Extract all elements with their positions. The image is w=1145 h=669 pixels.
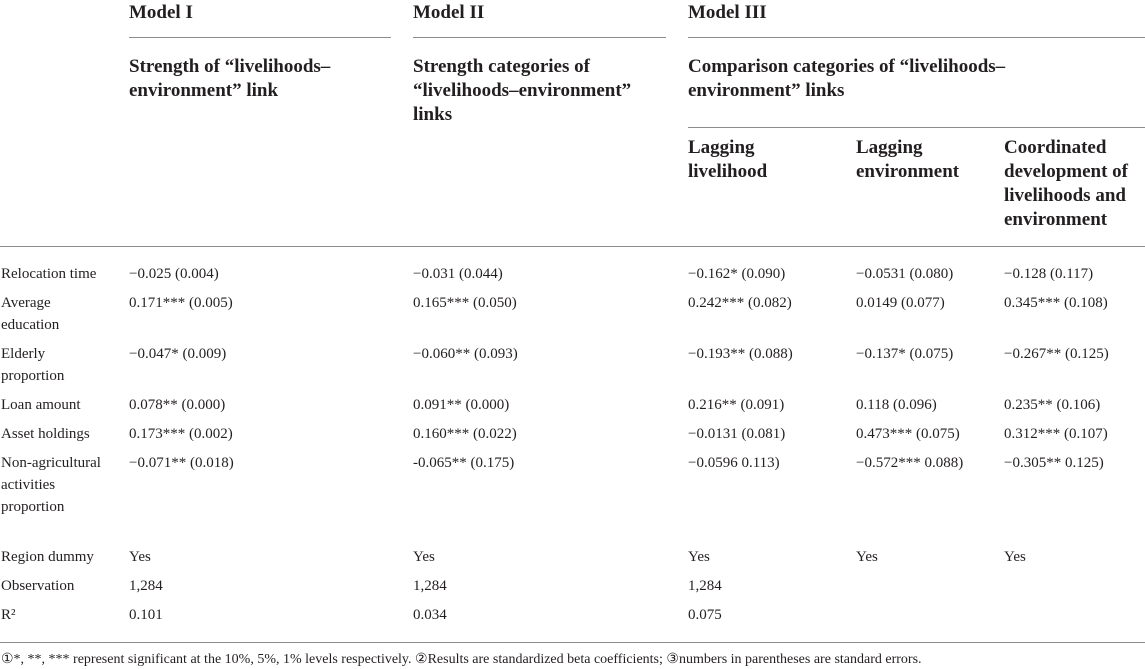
table-cell: 0.034: [413, 607, 447, 623]
model-1-rule: [129, 37, 391, 38]
table-cell: 0.0149 (0.077): [856, 295, 945, 311]
table-cell: 0.101: [129, 607, 163, 623]
sub-col-lagging-environment: Lagging environment: [856, 137, 960, 182]
table-cell: −0.047* (0.009): [129, 346, 227, 362]
model-3-rule: [688, 37, 1145, 38]
table-cell: 0.160*** (0.022): [413, 426, 517, 442]
row-label: R²: [1, 607, 16, 623]
model-3-sub-rule: [688, 127, 1145, 128]
table-cell: −0.162* (0.090): [688, 266, 786, 282]
model-2-dependent-var: Strength categories of “livelihoods–environment” links: [413, 56, 632, 125]
row-label: Asset holdings: [1, 426, 90, 442]
model-2-title: Model II: [413, 2, 485, 23]
model-2-rule: [413, 37, 666, 38]
table-cell: −0.025 (0.004): [129, 266, 219, 282]
table-cell: −0.128 (0.117): [1004, 266, 1094, 282]
table-cell: 0.473*** (0.075): [856, 426, 960, 442]
table-cell: 1,284: [688, 578, 722, 594]
row-label: Loan amount: [1, 397, 81, 413]
table-cell: −0.572*** 0.088): [856, 455, 964, 471]
table-cell: 0.235** (0.106): [1004, 397, 1101, 413]
table-cell: 0.171*** (0.005): [129, 295, 233, 311]
row-label: Relocation time: [1, 266, 97, 282]
table-cell: 0.173*** (0.002): [129, 426, 233, 442]
footnote: ①*, **, *** represent significant at the 10%, 5%, 1% levels respectively. ②Results are standardized beta coefficients; ③numbers in parentheses are standard errors.: [1, 652, 922, 667]
sub-col-coordinated-development: Coordinated development of livelihoods and environment: [1004, 137, 1129, 230]
model-1-dependent-var: Strength of “livelihoods–environment” link: [129, 56, 331, 101]
table-cell: 0.078** (0.000): [129, 397, 226, 413]
table-cell: 1,284: [129, 578, 163, 594]
table-cell: −0.060** (0.093): [413, 346, 518, 362]
table-cell: 0.345*** (0.108): [1004, 295, 1108, 311]
table-cell: Yes: [688, 549, 710, 565]
table-cell: −0.031 (0.044): [413, 266, 503, 282]
row-label: Region dummy: [1, 549, 94, 565]
table-cell: Yes: [856, 549, 878, 565]
table-cell: 1,284: [413, 578, 447, 594]
model-1-title: Model I: [129, 2, 193, 23]
table-cell: 0.312*** (0.107): [1004, 426, 1108, 442]
model-3-title: Model III: [688, 2, 767, 23]
table-cell: −0.0596 0.113): [688, 455, 780, 471]
table-cell: −0.305** 0.125): [1004, 455, 1104, 471]
table-cell: 0.075: [688, 607, 722, 623]
table-bottom-rule: [0, 642, 1145, 643]
table-cell: −0.267** (0.125): [1004, 346, 1109, 362]
table-cell: 0.242*** (0.082): [688, 295, 792, 311]
header-bottom-rule: [0, 246, 1145, 247]
table-cell: Yes: [1004, 549, 1026, 565]
table-cell: 0.091** (0.000): [413, 397, 510, 413]
table-cell: -0.065** (0.175): [413, 455, 515, 471]
table-cell: 0.216** (0.091): [688, 397, 785, 413]
table-cell: 0.165*** (0.050): [413, 295, 517, 311]
table-cell: −0.137* (0.075): [856, 346, 954, 362]
table-cell: −0.071** (0.018): [129, 455, 234, 471]
table-cell: 0.118 (0.096): [856, 397, 937, 413]
table-cell: −0.0131 (0.081): [688, 426, 786, 442]
table-cell: −0.193** (0.088): [688, 346, 793, 362]
row-label: Observation: [1, 578, 75, 594]
table-cell: −0.0531 (0.080): [856, 266, 954, 282]
sub-col-lagging-livelihood: Lagging livelihood: [688, 137, 768, 182]
model-3-dependent-var: Comparison categories of “livelihoods–environment” links: [688, 56, 1006, 101]
row-label: Average education: [1, 295, 60, 333]
row-label: Elderly proportion: [1, 346, 65, 384]
table-cell: Yes: [413, 549, 435, 565]
table-cell: Yes: [129, 549, 151, 565]
row-label: Non-agricultural activities proportion: [1, 455, 101, 515]
